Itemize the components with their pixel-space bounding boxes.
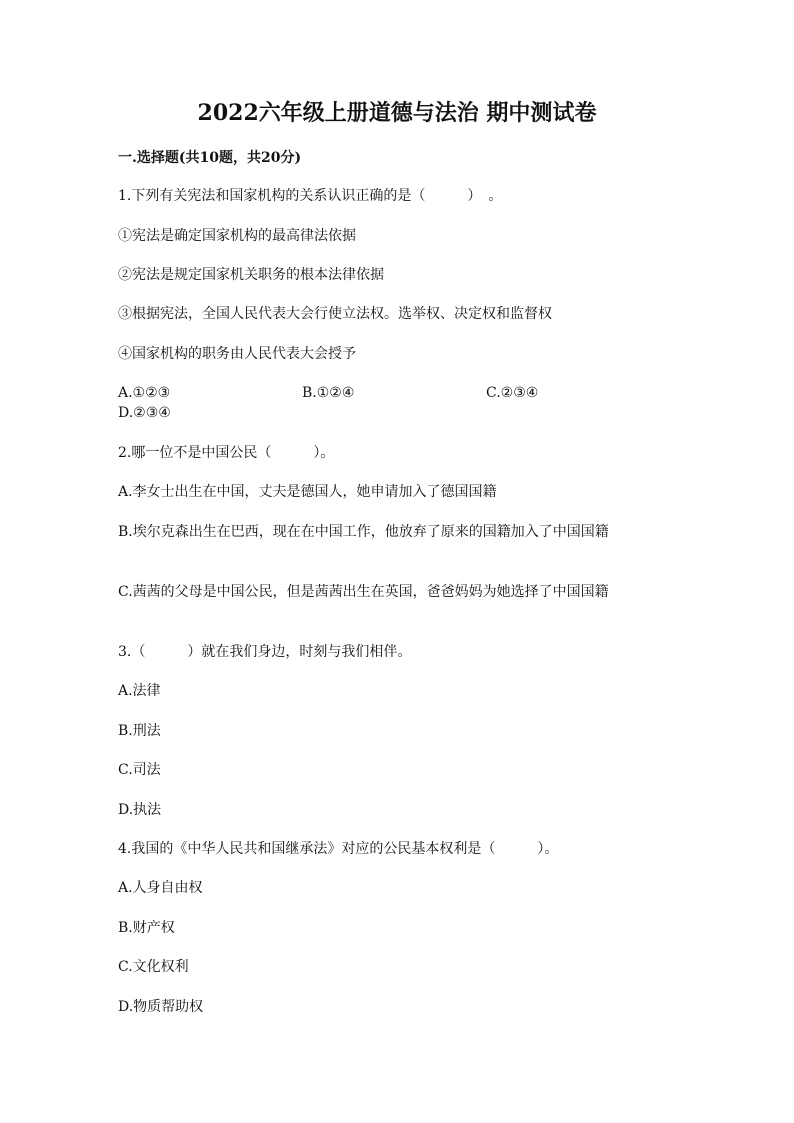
question-4-option-b: B.财产权 xyxy=(118,920,175,936)
page-title: 2022六年级上册道德与法治 期中测试卷 xyxy=(197,100,597,126)
question-2-option-a: A.李女士出生在中国，丈夫是德国人，她申请加入了德国国籍 xyxy=(118,484,497,500)
question-1-statement: ③根据宪法，全国人民代表大会行使立法权。选举权、决定权和监督权 xyxy=(118,306,552,322)
question-2-option-b: B.埃尔克森出生在巴西，现在在中国工作，他放弃了原来的国籍加入了中国国籍 xyxy=(118,524,609,540)
question-1-stem: 1.下列有关宪法和国家机构的关系认识正确的是（ ） 。 xyxy=(118,188,503,204)
question-1-option-c: C.②③④ xyxy=(486,385,539,401)
question-3-stem: 3.（ ）就在我们身边，时刻与我们相伴。 xyxy=(118,644,412,660)
question-2-stem: 2.哪一位不是中国公民（ ）。 xyxy=(118,445,335,461)
question-1-option-a: A.①②③ xyxy=(118,385,171,401)
question-2-option-c: C.茜茜的父母是中国公民，但是茜茜出生在英国，爸爸妈妈为她选择了中国国籍 xyxy=(118,584,609,600)
question-3-option-a: A.法律 xyxy=(118,683,161,699)
question-4-stem: 4.我国的《中华人民共和国继承法》对应的公民基本权利是（ ）。 xyxy=(118,841,559,857)
question-3-option-b: B.刑法 xyxy=(118,723,161,739)
section-heading: 一.选择题(共10题，共20分) xyxy=(118,150,302,166)
question-1-statement: ④国家机构的职务由人民代表大会授予 xyxy=(118,346,356,362)
question-4-option-d: D.物质帮助权 xyxy=(118,999,204,1015)
question-1-statement: ①宪法是确定国家机构的最高律法依据 xyxy=(118,228,356,244)
question-3-option-d: D.执法 xyxy=(118,802,162,818)
question-4-option-a: A.人身自由权 xyxy=(118,880,203,896)
question-1-option-d: D.②③④ xyxy=(118,405,171,421)
question-1-option-b: B.①②④ xyxy=(302,385,355,401)
question-1-statement: ②宪法是规定国家机关职务的根本法律依据 xyxy=(118,267,384,283)
question-4-option-c: C.文化权利 xyxy=(118,959,189,975)
question-3-option-c: C.司法 xyxy=(118,762,161,778)
question-1-options-row xyxy=(118,383,678,403)
